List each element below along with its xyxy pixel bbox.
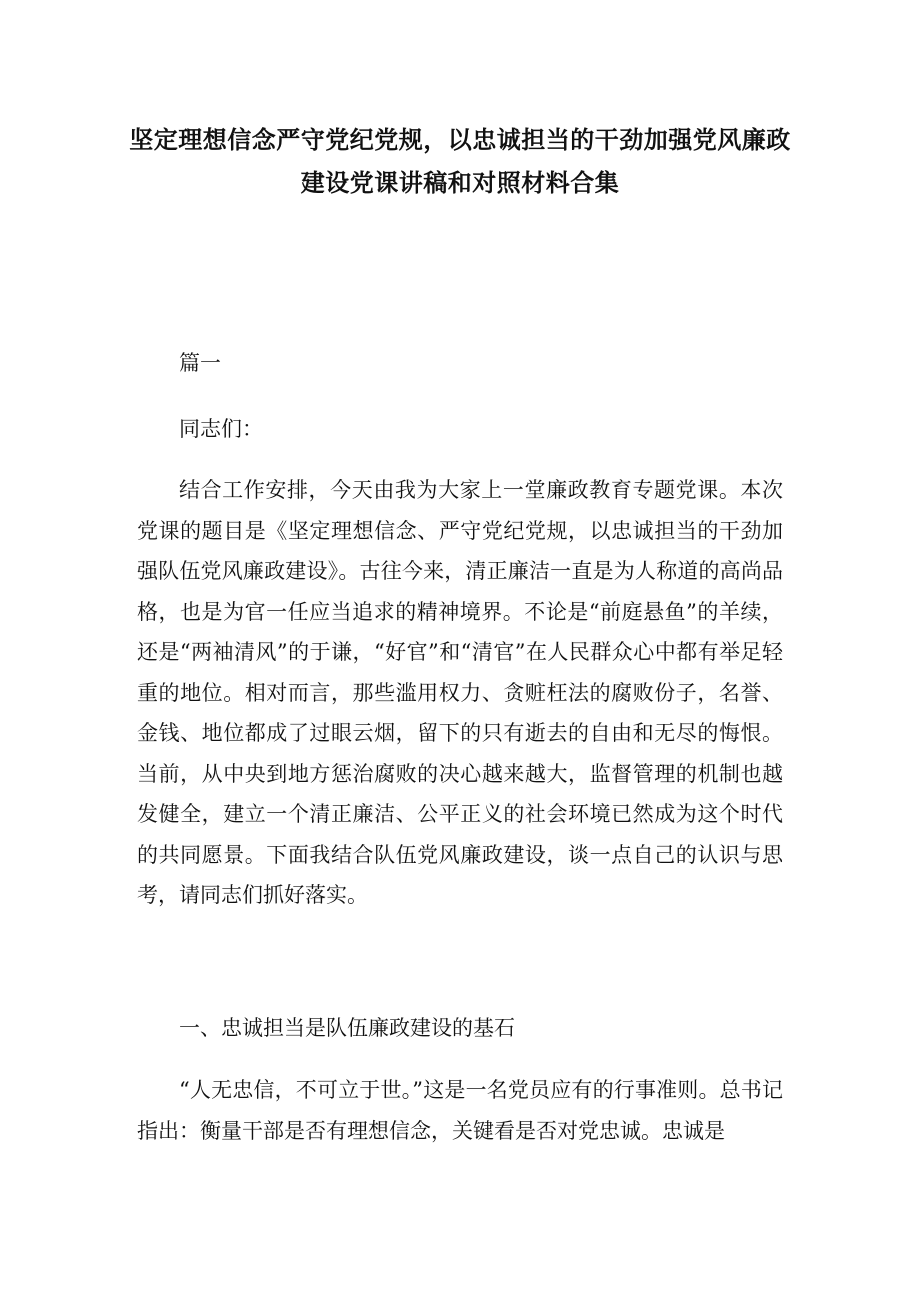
paragraph-intro: 结合工作安排，今天由我为大家上一堂廉政教育专题党课。本次党课的题目是《坚定理想信念、严守党纪党规，以忠诚担当的干劲加强队伍党风廉政建设》。古往今来，清正廉洁一直是为人称道的高尚品格，也是为官一任应当追求的精神境界。不论是“前庭悬鱼”的羊续，还是“两袖清风”的于谦，“好官”和“清官”在人民群众心中都有举足轻重的地位。相对而言，那些滥用权力、贪赃枉法的腐败份子，名誉、金钱、地位都成了过眼云烟，留下的只有逝去的自由和无尽的悔恨。当前，从中央到地方惩治腐败的决心越来越大，监督管理的机制也越发健全，建立一个清正廉洁、公平正义的社会环境已然成为这个时代的共同愿景。下面我结合队伍党风廉政建设，谈一点自己的认识与思考，请同志们抓好落实。	[137, 478, 783, 907]
paragraph-loyalty: “人无忠信，不可立于世。”这是一名党员应有的行事准则。总书记指出：衡量干部是否有理想信念，关键看是否对党忠诚。忠诚是	[137, 1078, 783, 1143]
document-title: 坚定理想信念严守党纪党规，以忠诚担当的干劲加强党风廉政建设党课讲稿和对照材料合集	[129, 125, 791, 197]
section-heading-1: 一、忠诚担当是队伍廉政建设的基石	[179, 1016, 515, 1040]
section-label: 篇一	[179, 351, 221, 375]
salutation: 同志们：	[179, 417, 263, 441]
